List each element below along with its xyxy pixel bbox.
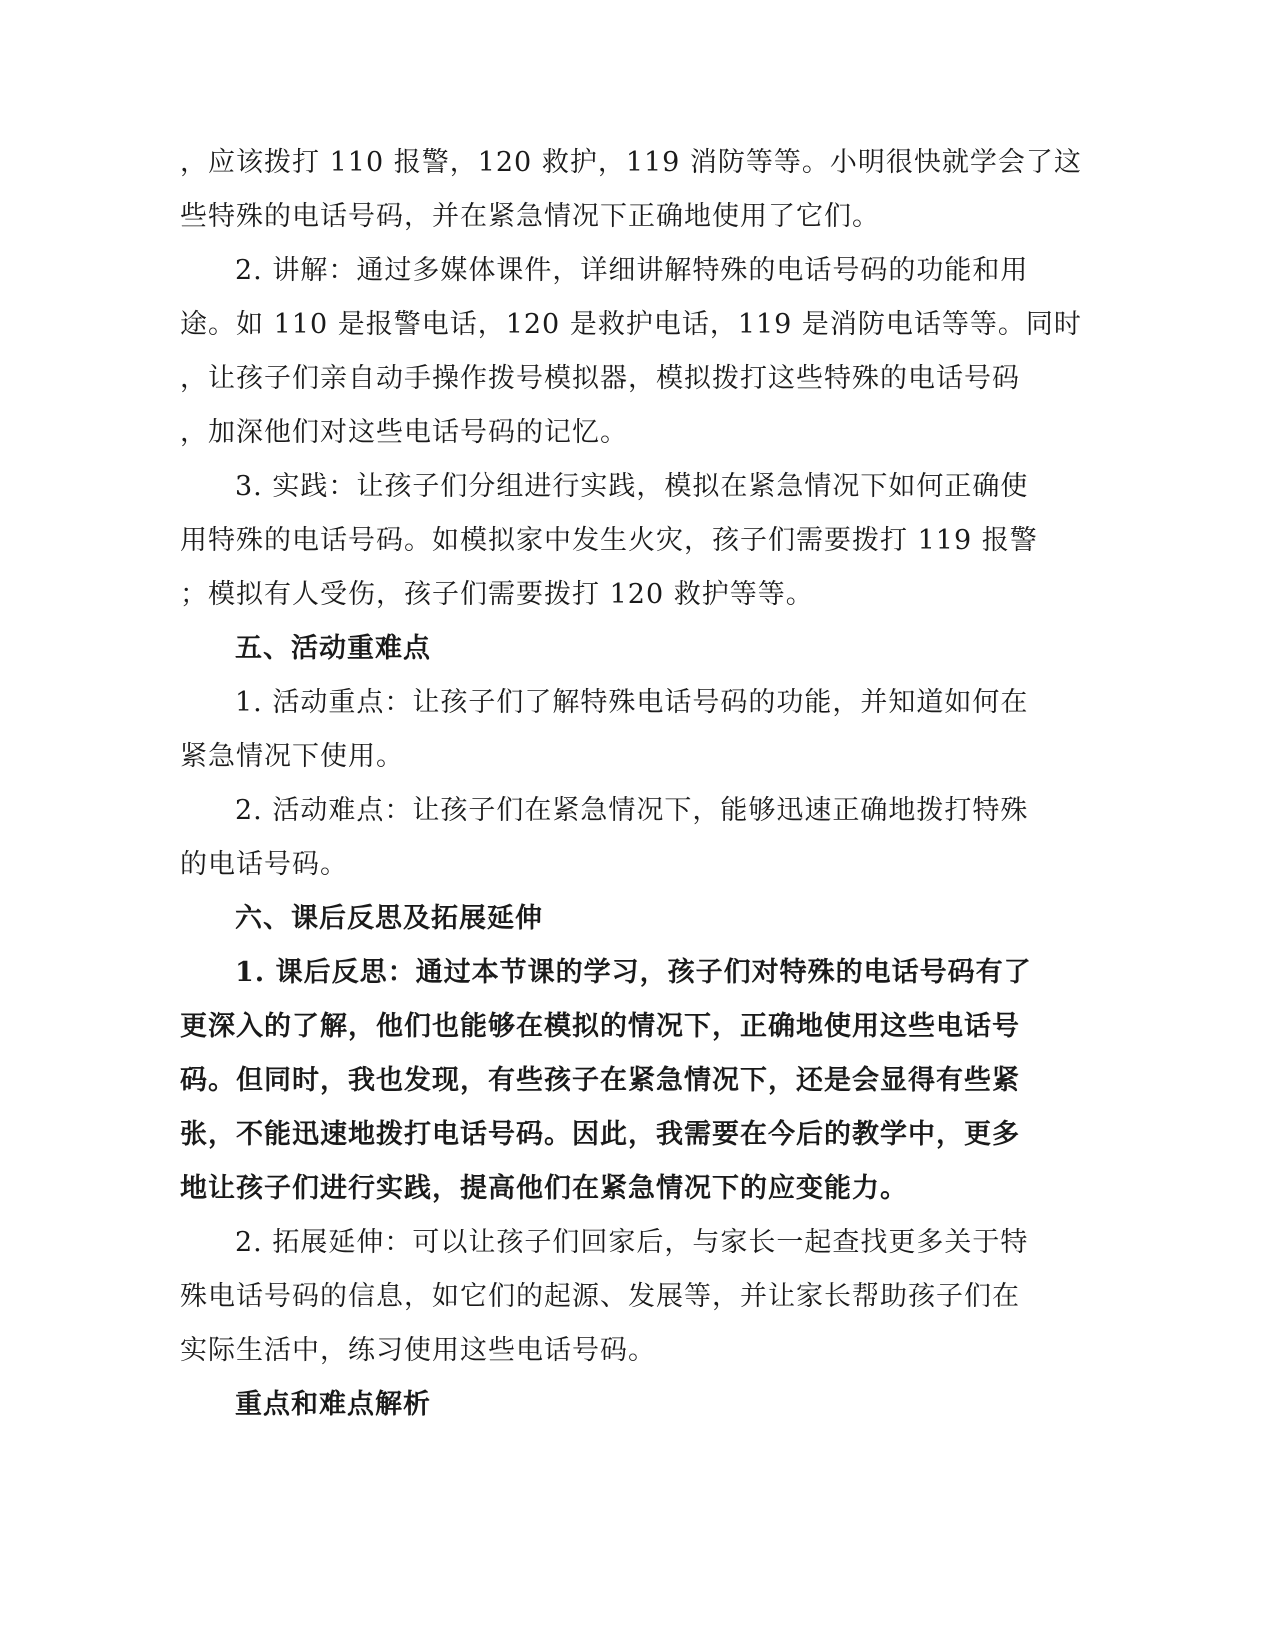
section-heading: 六、课后反思及拓展延伸 [235,903,543,934]
text-line: ；模拟有人受伤，孩子们需要拨打 120 救护等等。 [180,579,814,610]
text-line: 2. 拓展延伸：可以让孩子们回家后，与家长一起查找更多关于特 [235,1227,1029,1258]
text-line: 实际生活中，练习使用这些电话号码。 [180,1335,656,1366]
bold-text-line: 1. 课后反思：通过本节课的学习，孩子们对特殊的电话号码有了 [235,957,1032,988]
text-line: 殊电话号码的信息，如它们的起源、发展等，并让家长帮助孩子们在 [180,1281,1020,1312]
text-line: 3. 实践：让孩子们分组进行实践，模拟在紧急情况下如何正确使 [235,471,1029,502]
text-line: 些特殊的电话号码，并在紧急情况下正确地使用了它们。 [180,201,880,232]
text-line: 的电话号码。 [180,849,348,880]
text-line: ，加深他们对这些电话号码的记忆。 [180,417,628,448]
text-line: 1. 活动重点：让孩子们了解特殊电话号码的功能，并知道如何在 [235,687,1029,718]
section-heading: 重点和难点解析 [235,1389,431,1420]
text-line: 2. 活动难点：让孩子们在紧急情况下，能够迅速正确地拨打特殊 [235,795,1029,826]
text-line: ，应该拨打 110 报警，120 救护，119 消防等等。小明很快就学会了这 [180,147,1082,178]
text-line: ，让孩子们亲自动手操作拨号模拟器，模拟拨打这些特殊的电话号码 [180,363,1020,394]
text-line: 途。如 110 是报警电话，120 是救护电话，119 是消防电话等等。同时 [180,309,1082,340]
text-line: 2. 讲解：通过多媒体课件，详细讲解特殊的电话号码的功能和用 [235,255,1029,286]
section-heading: 五、活动重难点 [235,633,431,664]
text-line: 紧急情况下使用。 [180,741,404,772]
bold-text-line: 码。但同时，我也发现，有些孩子在紧急情况下，还是会显得有些紧 [180,1065,1020,1096]
bold-text-line: 更深入的了解，他们也能够在模拟的情况下，正确地使用这些电话号 [180,1011,1020,1042]
document-page [180,136,1082,1432]
bold-text-line: 地让孩子们进行实践，提高他们在紧急情况下的应变能力。 [180,1173,908,1204]
bold-text-line: 张，不能迅速地拨打电话号码。因此，我需要在今后的教学中，更多 [180,1119,1020,1150]
text-line: 用特殊的电话号码。如模拟家中发生火灾，孩子们需要拨打 119 报警 [180,525,1038,556]
